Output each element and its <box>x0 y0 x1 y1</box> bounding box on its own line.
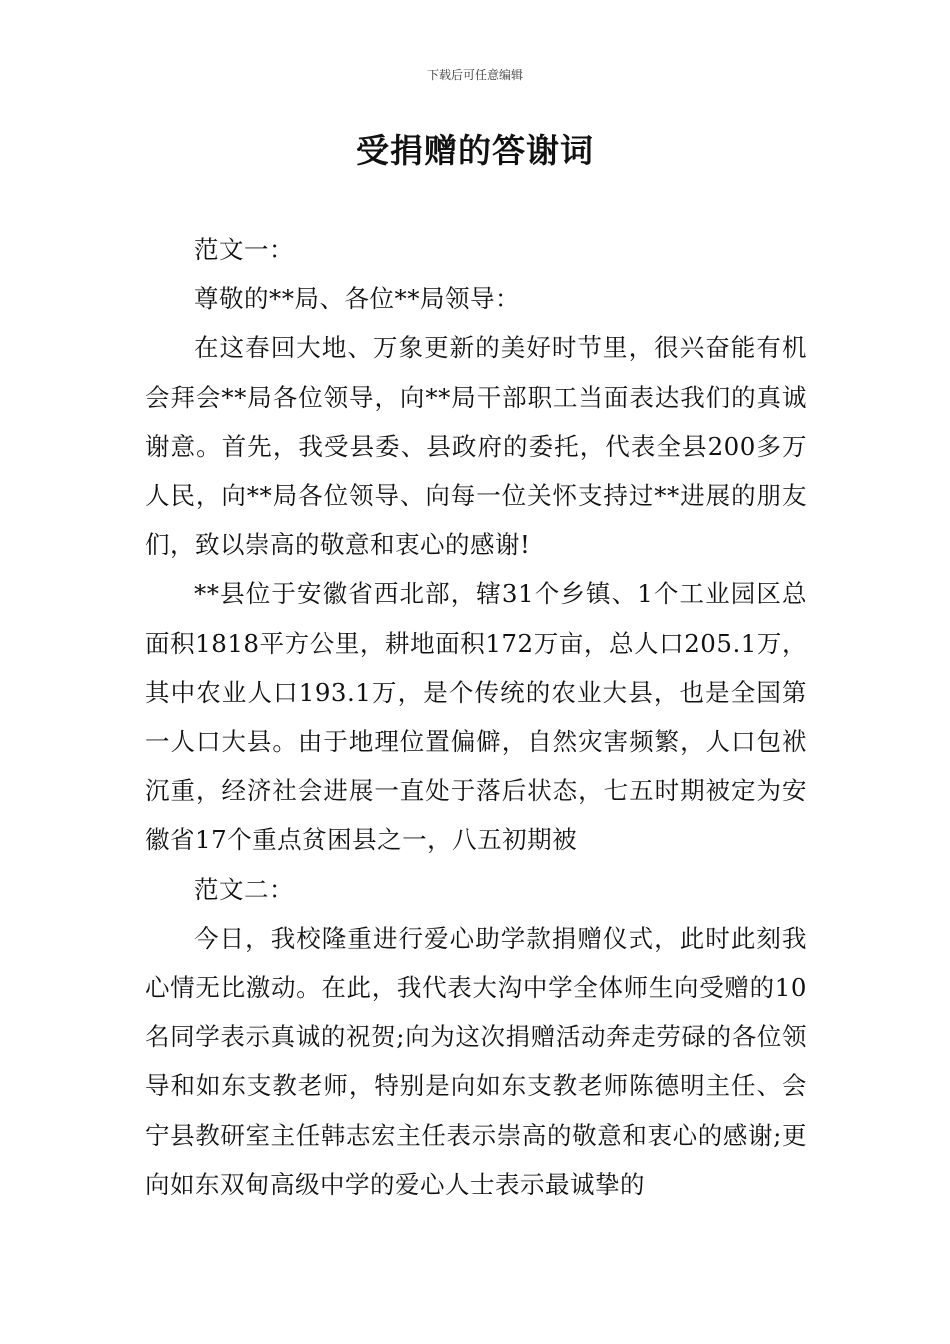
paragraph-sample-one-heading: 范文一： <box>194 235 294 264</box>
document-title: 受捐赠的答谢词 <box>356 131 594 170</box>
header-note: 下载后可任意编辑 <box>426 68 523 82</box>
paragraph-gratitude: 在这春回大地、万象更新的美好时节里，很兴奋能有机会拜会**局各位领导，向**局干部职工当面表达我们的真诚谢意。首先，我受县委、县政府的委托，代表全县200多万人民，向**局各位领导、向每一位关怀支持过**进展的朋友们，致以崇高的敬意和衷心的感谢! <box>145 333 807 560</box>
document-body <box>145 225 807 1209</box>
paragraph-salutation: 尊敬的**局、各位**局领导： <box>194 284 520 314</box>
paragraph-county-intro: **县位于安徽省西北部，辖31个乡镇、1个工业园区总面积1818平方公里，耕地面积172万亩，总人口205.1万，其中农业人口193.1万，是个传统的农业大县，也是全国第一人口大县。由于地理位置偏僻，自然灾害频繁，人口包袱沉重，经济社会进展一直处于落后状态，七五时期被定为安徽省17个重点贫困县之一，八五初期被 <box>145 579 807 855</box>
paragraph-ceremony: 今日，我校隆重进行爱心助学款捐赠仪式，此时此刻我心情无比激动。在此，我代表大沟中学全体师生向受赠的10名同学表示真诚的祝贺;向为这次捐赠活动奔走劳碌的各位领导和如东支教老师，特别是向如东支教老师陈德明主任、会宁县教研室主任韩志宏主任表示崇高的敬意和衷心的感谢;更向如东双甸高级中学的爱心人士表示最诚挚的 <box>145 923 807 1199</box>
paragraph-sample-two-heading: 范文二： <box>194 874 294 904</box>
